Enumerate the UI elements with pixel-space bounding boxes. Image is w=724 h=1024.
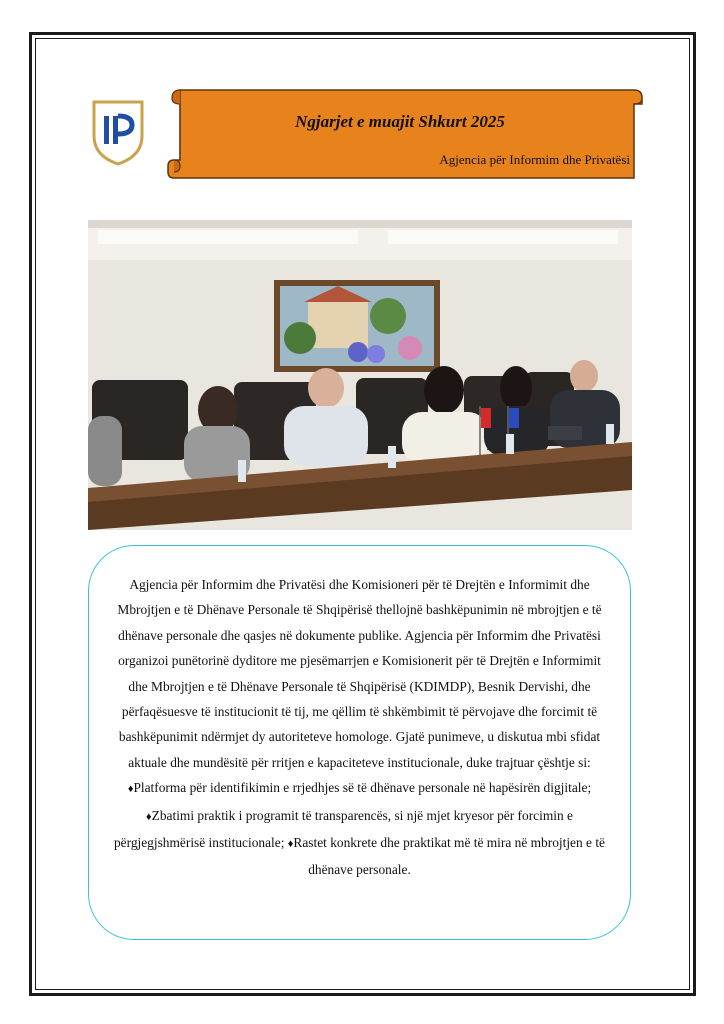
agency-name: Agjencia për Informim dhe Privatësi — [439, 152, 630, 167]
title-banner — [166, 86, 646, 184]
article-box — [88, 545, 631, 940]
page-title: Ngjarjet e muajit Shkurt 2025 — [295, 112, 505, 131]
bullet-item: Zbatimi praktik i programit të transparencës, si një mjet kryesor për forcimin e përgjegjshmërisë institucionale; — [113, 807, 573, 851]
article-text — [113, 572, 606, 883]
bullet-item: Platforma për identifikimin e rrjedhjes së të dhënave personale në hapësirën digjitale; — [133, 780, 592, 796]
bullet-item: Rastet konkrete dhe praktikat më të mira në mbrojtjen e të dhënave personale. — [293, 835, 606, 878]
bullet-icon: ♦ — [127, 783, 134, 796]
bullet-icon: ♦ — [287, 838, 294, 851]
article-intro: Agjencia për Informim dhe Privatësi dhe Komisioneri për të Drejtën e Informimit dhe Mbrojtjen e të Dhënave Personale të Shqipërisë thellojnë bashkëpunimin në mbrojtjen e të dhënave personale dhe qasjes në dokumente publike. Agjencia për Informim dhe Privatësi organizoi punëtorinë dyditore me pjesëmarrjen e Komisionerit për të Drejtën e Informimit dhe Mbrojtjen e të Dhënave Personale të Shqipërisë (KDIMDP), Besnik Dervishi, dhe përfaqësuesve të institucionit të tij, me qëllim të shkëmbimit të përvojave dhe forcimit të bashkëpunimit ndërmjet dy autoriteteve homologe. Gjatë punimeve, u diskutua mbi sfidat aktuale dhe mundësitë për rritjen e kapaciteteve institucionale, duke trajtuar çështje si: — [117, 577, 602, 770]
agency-logo — [88, 96, 148, 168]
meeting-photo — [88, 220, 632, 530]
bullet-icon: ♦ — [146, 810, 152, 823]
